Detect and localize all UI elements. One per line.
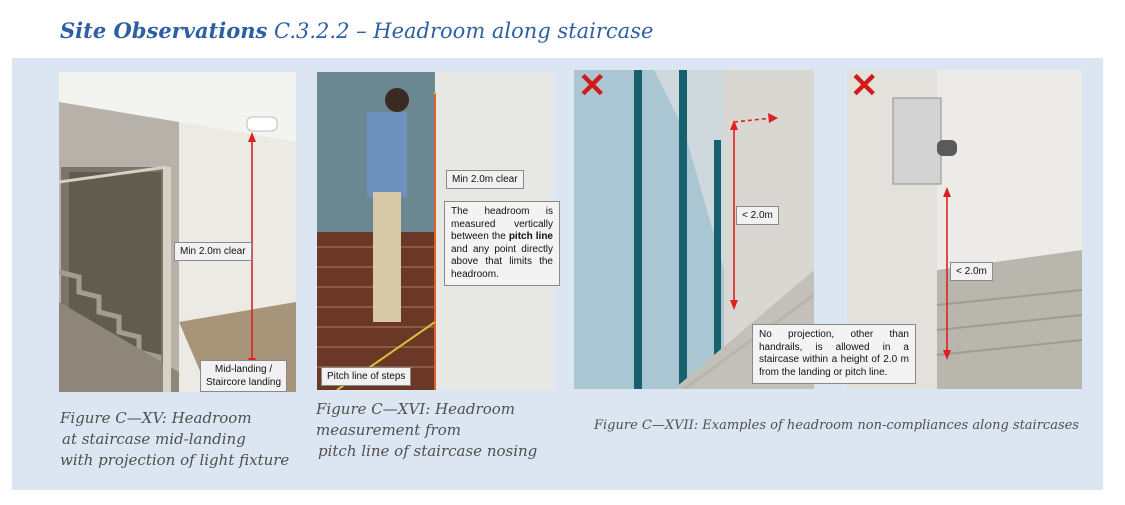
title-rest: C.3.2.2 – Headroom along staircase <box>274 19 654 43</box>
label-mid-landing: Mid-landing / Staircore landing <box>200 360 287 392</box>
photo-staircase-mid-landing <box>59 72 296 392</box>
caption-figure-xv: Figure C—XV: Headroom at staircase mid-landing with projection of light fixture <box>60 409 290 469</box>
red-cross-icon: ✕ <box>578 67 607 105</box>
label-min-clear-1: Min 2.0m clear <box>174 242 252 261</box>
red-cross-icon: ✕ <box>850 67 879 105</box>
note-headroom-measurement: The headroom is measured vertically between the pitch line and any point directly above that limits the headroom. <box>444 201 560 286</box>
note-no-projection: No projection, other than handrails, is allowed in a staircase within a height of 2.0 m from the landing or pitch line. <box>752 324 916 384</box>
label-pitch-line: Pitch line of steps <box>321 367 411 386</box>
photo-illustration-1 <box>59 72 296 392</box>
caption-figure-xvi: Figure C—XVI: Headroom measurement from pitch line of staircase nosing <box>316 400 538 460</box>
page-title <box>60 18 653 43</box>
label-min-clear-2: Min 2.0m clear <box>446 170 524 189</box>
label-less-than-2m-a: < 2.0m <box>736 206 779 225</box>
caption-figure-xvii: Figure C—XVII: Examples of headroom non-compliances along staircases <box>594 418 1079 433</box>
label-less-than-2m-b: < 2.0m <box>950 262 993 281</box>
title-main: Site Observations <box>60 18 268 43</box>
